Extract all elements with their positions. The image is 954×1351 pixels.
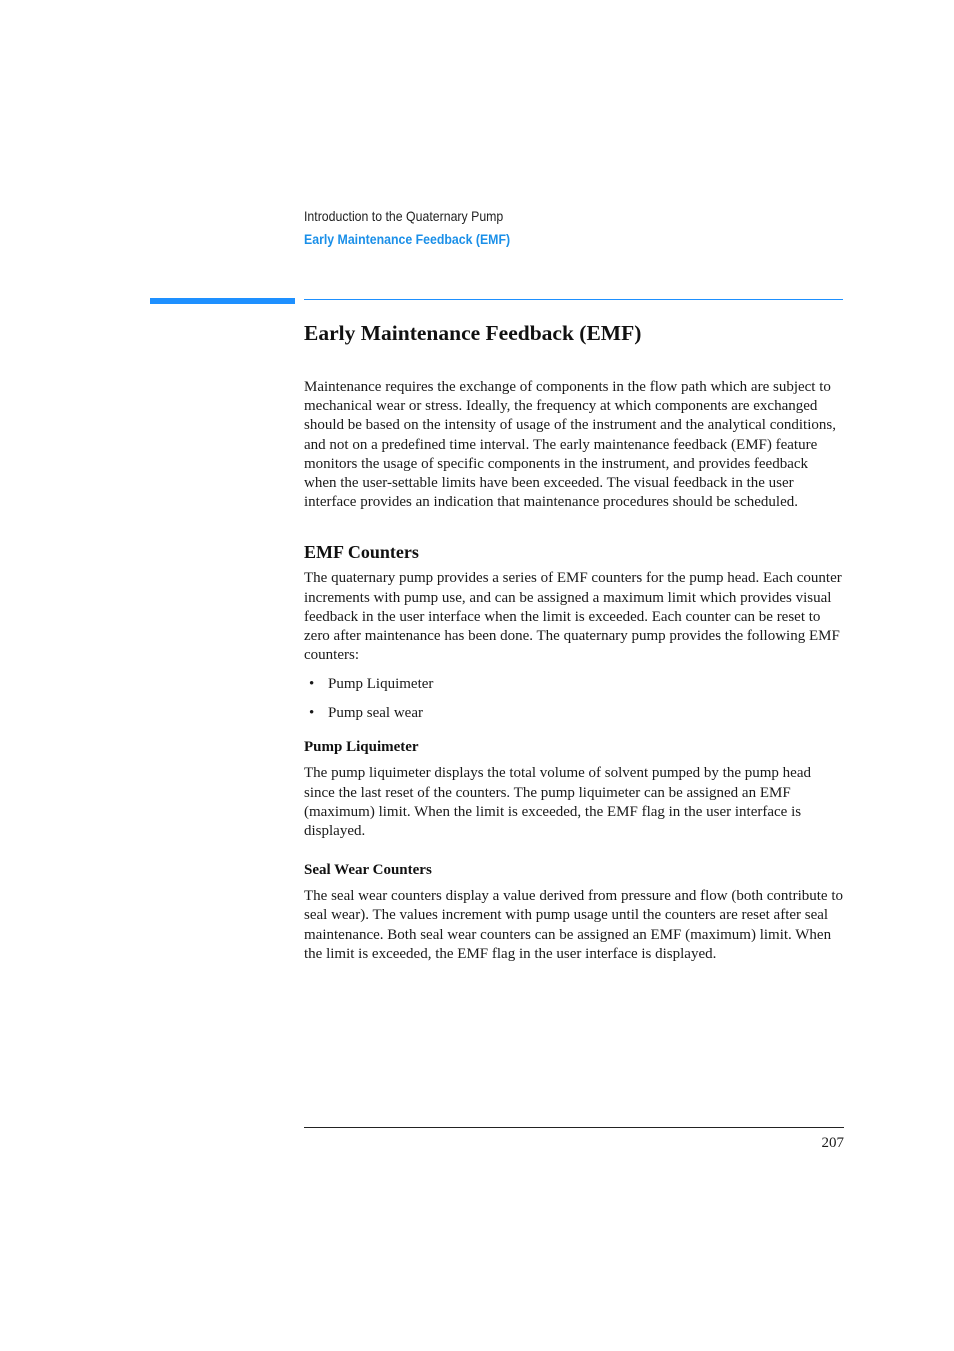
- emf-counters-paragraph: The quaternary pump provides a series of EMF counters for the pump head. Each counter increments with pump use, and can be assigned a maximum limit which provides visual feedback in the user interface when the limit is exceeded. Each counter can be reset to zero after maintenance has been done. The quaternary pump provides the following EMF counters:: [304, 570, 842, 664]
- running-header: [304, 205, 510, 251]
- pump-liquimeter-paragraph: The pump liquimeter displays the total volume of solvent pumped by the pump head since the last reset of the counters. The pump liquimeter can be assigned an EMF (maximum) limit. When the limit is exceeded, the EMF flag in the user interface is displayed.: [304, 765, 811, 840]
- top-rule: [304, 299, 843, 300]
- bullet-icon: •: [309, 676, 315, 693]
- page-number: 207: [821, 1135, 844, 1151]
- accent-bar: [150, 298, 295, 304]
- header-section: Early Maintenance Feedback (EMF): [304, 231, 511, 247]
- page-title: Early Maintenance Feedback (EMF): [304, 321, 642, 345]
- list-item-label: Pump Liquimeter: [328, 676, 434, 693]
- list-item-label: Pump seal wear: [328, 705, 423, 722]
- emf-counter-list: [304, 675, 844, 723]
- footer-rule: [304, 1127, 844, 1128]
- seal-wear-heading: Seal Wear Counters: [304, 862, 432, 879]
- seal-wear-paragraph: The seal wear counters display a value derived from pressure and flow (both contribute to seal wear). The values increment with pump usage until the counters are reset after seal maintenance. Both seal wear counters can be assigned an EMF (maximum) limit. When the limit is exceeded, the EMF flag in the user interface is displayed.: [304, 888, 843, 962]
- header-chapter: Introduction to the Quaternary Pump: [304, 208, 504, 224]
- bullet-icon: •: [309, 705, 315, 722]
- pump-liquimeter-heading: Pump Liquimeter: [304, 739, 419, 756]
- main-content: [304, 316, 844, 964]
- list-item: [304, 675, 844, 694]
- emf-counters-heading: EMF Counters: [304, 542, 419, 563]
- list-item: [304, 704, 844, 723]
- intro-paragraph: Maintenance requires the exchange of components in the flow path which are subject to mechanical wear or stress. Ideally, the frequency at which components are exchanged should be based on the intensity of usage of the instrument and the analytical conditions, and not on a predefined time interval. The early maintenance feedback (EMF) feature monitors the usage of specific components in the instrument, and provides feedback when the user-settable limits have been exceeded. The visual feedback in the user interface provides an indication that maintenance procedures should be scheduled.: [304, 379, 836, 511]
